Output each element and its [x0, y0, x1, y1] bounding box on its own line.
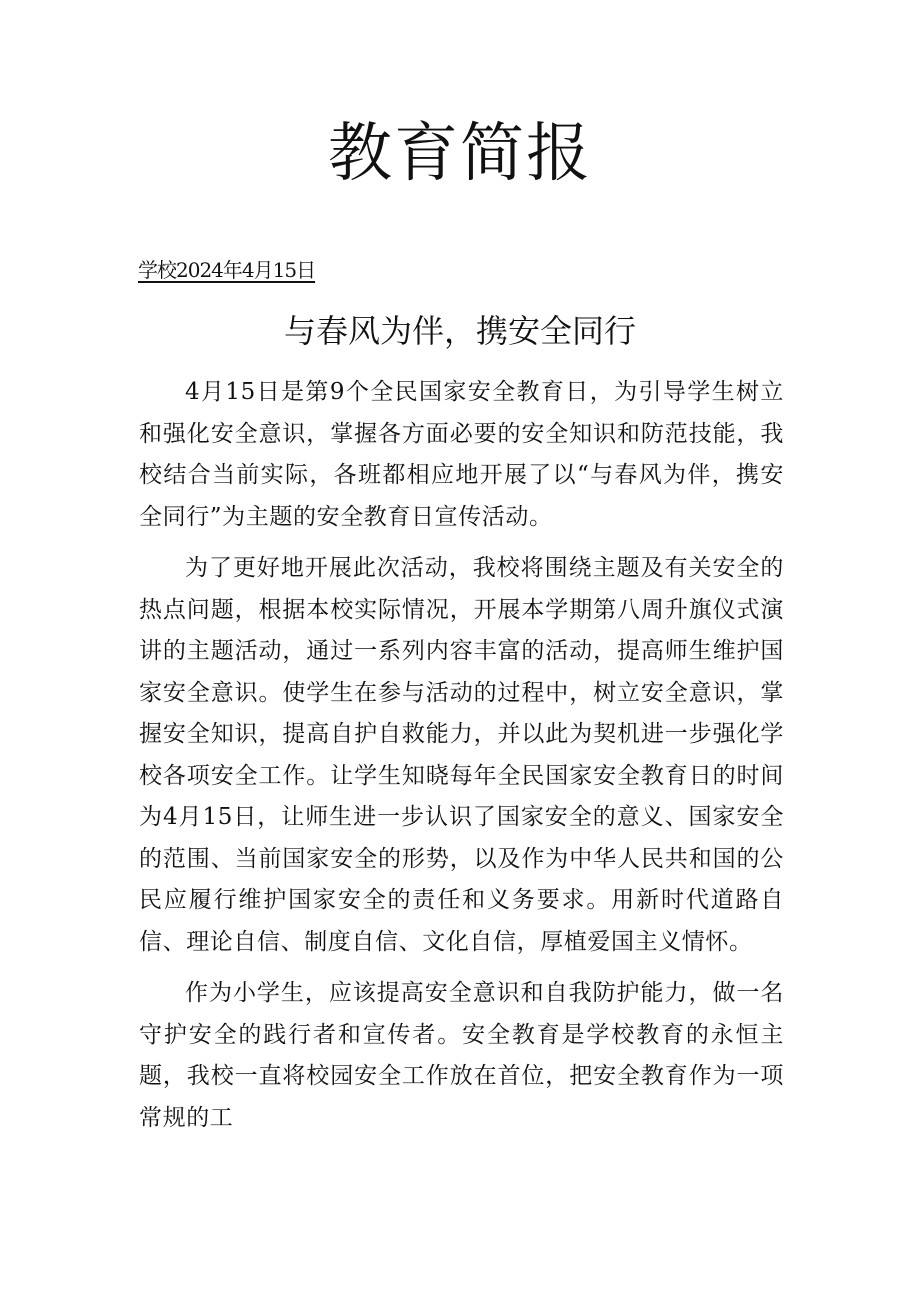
article-body	[139, 372, 784, 1139]
paragraph-2: 为了更好地开展此次活动，我校将围绕主题及有关安全的热点问题，根据本校实际情况，开展本学期第八周升旗仪式演讲的主题活动，通过一系列内容丰富的活动，提高师生维护国家安全意识。使学生在参与活动的过程中，树立安全意识，掌握安全知识，提高自护自救能力，并以此为契机进一步强化学校各项安全工作。让学生知晓每年全民国家安全教育日的时间为4月15日，让师生进一步认识了国家安全的意义、国家安全的范围、当前国家安全的形势，以及作为中华人民共和国的公民应履行维护国家安全的责任和义务要求。用新时代道路自信、理论自信、制度自信、文化自信，厚植爱国主义情怀。	[139, 555, 784, 955]
bulletin-title: 教育简报	[328, 117, 592, 191]
paragraph-3: 作为小学生，应该提高安全意识和自我防护能力，做一名守护安全的践行者和宣传者。安全教育是学校教育的永恒主题，我校一直将校园安全工作放在首位，把安全教育作为一项常规的工	[139, 980, 784, 1131]
article-title: 与春风为伴，携安全同行	[283, 312, 636, 350]
paragraph-1: 4月15日是第9个全民国家安全教育日，为引导学生树立和强化安全意识，掌握各方面必要的安全知识和防范技能，我校结合当前实际，各班都相应地开展了以“与春风为伴，携安全同行”为主题的安全教育日宣传活动。	[139, 379, 784, 530]
dateline: 学校2024年4月15日	[138, 258, 316, 282]
